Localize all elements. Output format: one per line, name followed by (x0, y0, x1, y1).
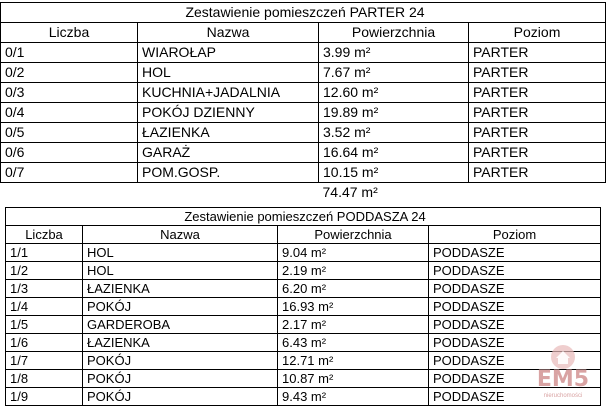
cell-powierzchnia: 3.52 m² (319, 123, 469, 143)
table-row (6, 244, 601, 262)
header-powierzchnia: Powierzchnia (278, 226, 429, 244)
cell-nazwa: HOL (138, 63, 319, 83)
header-nazwa: Nazwa (138, 23, 319, 43)
header-poziom: Poziom (429, 226, 601, 244)
table-row (6, 262, 601, 280)
header-nazwa: Nazwa (83, 226, 278, 244)
cell-powierzchnia: 6.20 m² (278, 280, 429, 298)
cell-powierzchnia: 16.93 m² (278, 298, 429, 316)
empty-cell (469, 183, 606, 203)
cell-poziom: PARTER (469, 103, 606, 123)
header-powierzchnia: Powierzchnia (319, 23, 469, 43)
cell-liczba: 1/9 (6, 388, 83, 406)
cell-powierzchnia: 6.43 m² (278, 334, 429, 352)
empty-cell (1, 183, 138, 203)
cell-poziom: PARTER (469, 123, 606, 143)
header-liczba: Liczba (1, 23, 138, 43)
cell-poziom: PARTER (469, 43, 606, 63)
poddasze-title-row (6, 208, 601, 226)
cell-nazwa: POKÓJ (83, 388, 278, 406)
cell-powierzchnia: 19.89 m² (319, 103, 469, 123)
poddasze-room-table (5, 207, 601, 406)
em5-watermark-logo (533, 344, 593, 404)
cell-powierzchnia: 12.71 m² (278, 352, 429, 370)
cell-liczba: 0/6 (1, 143, 138, 163)
cell-poziom: PODDASZE (429, 388, 601, 406)
parter-room-table (0, 2, 606, 202)
cell-nazwa: KUCHNIA+JADALNIA (138, 83, 319, 103)
table-row (6, 334, 601, 352)
cell-liczba: 1/2 (6, 262, 83, 280)
cell-liczba: 0/7 (1, 163, 138, 183)
header-liczba: Liczba (6, 226, 83, 244)
cell-nazwa: WIAROŁAP (138, 43, 319, 63)
cell-powierzchnia: 2.17 m² (278, 316, 429, 334)
cell-poziom: PODDASZE (429, 352, 601, 370)
poddasze-header-row (6, 226, 601, 244)
cell-nazwa: ŁAZIENKA (83, 334, 278, 352)
cell-nazwa: POKÓJ DZIENNY (138, 103, 319, 123)
cell-poziom: PARTER (469, 63, 606, 83)
cell-liczba: 0/1 (1, 43, 138, 63)
table-row (6, 352, 601, 370)
cell-nazwa: POKÓJ (83, 298, 278, 316)
table-row (1, 103, 606, 123)
parter-total-area: 74.47 m² (322, 184, 378, 200)
cell-poziom: PARTER (469, 143, 606, 163)
cell-poziom: PODDASZE (429, 244, 601, 262)
table-row (1, 123, 606, 143)
table-row (6, 298, 601, 316)
cell-liczba: 1/3 (6, 280, 83, 298)
parter-title-row (1, 3, 606, 23)
table-row (1, 83, 606, 103)
table-row (6, 370, 601, 388)
cell-nazwa: GARAŻ (138, 143, 319, 163)
cell-liczba: 1/8 (6, 370, 83, 388)
cell-poziom: PARTER (469, 83, 606, 103)
cell-liczba: 0/2 (1, 63, 138, 83)
cell-liczba: 1/7 (6, 352, 83, 370)
cell-powierzchnia: 10.15 m² (319, 163, 469, 183)
cell-liczba: 1/4 (6, 298, 83, 316)
cell-powierzchnia: 2.19 m² (278, 262, 429, 280)
parter-table-title: Zestawienie pomieszczeń PARTER 24 (1, 3, 606, 23)
parter-total-row (1, 183, 606, 203)
cell-poziom: PODDASZE (429, 316, 601, 334)
cell-powierzchnia: 3.99 m² (319, 43, 469, 63)
cell-nazwa: HOL (83, 262, 278, 280)
cell-liczba: 1/5 (6, 316, 83, 334)
logo-subtext: nieruchomości (543, 393, 583, 399)
cell-powierzchnia: 9.43 m² (278, 388, 429, 406)
cell-liczba: 0/5 (1, 123, 138, 143)
poddasze-table-title: Zestawienie pomieszczeń PODDASZA 24 (6, 208, 601, 226)
table-row (6, 280, 601, 298)
table-row (1, 143, 606, 163)
cell-powierzchnia: 9.04 m² (278, 244, 429, 262)
cell-poziom: PODDASZE (429, 298, 601, 316)
cell-powierzchnia: 12.60 m² (319, 83, 469, 103)
cell-powierzchnia: 16.64 m² (319, 143, 469, 163)
table-row (1, 43, 606, 63)
cell-poziom: PODDASZE (429, 280, 601, 298)
table-row (6, 388, 601, 406)
cell-liczba: 0/3 (1, 83, 138, 103)
cell-nazwa: POKÓJ (83, 352, 278, 370)
header-poziom: Poziom (469, 23, 606, 43)
table-row (1, 63, 606, 83)
parter-header-row (1, 23, 606, 43)
cell-poziom: PODDASZE (429, 262, 601, 280)
cell-poziom: PARTER (469, 163, 606, 183)
cell-nazwa: ŁAZIENKA (83, 280, 278, 298)
cell-nazwa: POKÓJ (83, 370, 278, 388)
cell-nazwa: POM.GOSP. (138, 163, 319, 183)
cell-liczba: 1/1 (6, 244, 83, 262)
cell-nazwa: GARDEROBA (83, 316, 278, 334)
cell-powierzchnia: 10.87 m² (278, 370, 429, 388)
cell-liczba: 1/6 (6, 334, 83, 352)
cell-poziom: PODDASZE (429, 370, 601, 388)
table-row (6, 316, 601, 334)
cell-liczba: 0/4 (1, 103, 138, 123)
table-row (1, 163, 606, 183)
cell-nazwa: ŁAZIENKA (138, 123, 319, 143)
cell-poziom: PODDASZE (429, 334, 601, 352)
cell-nazwa: HOL (83, 244, 278, 262)
logo-text: EM5 (536, 367, 590, 392)
empty-cell (138, 183, 319, 203)
cell-powierzchnia: 7.67 m² (319, 63, 469, 83)
